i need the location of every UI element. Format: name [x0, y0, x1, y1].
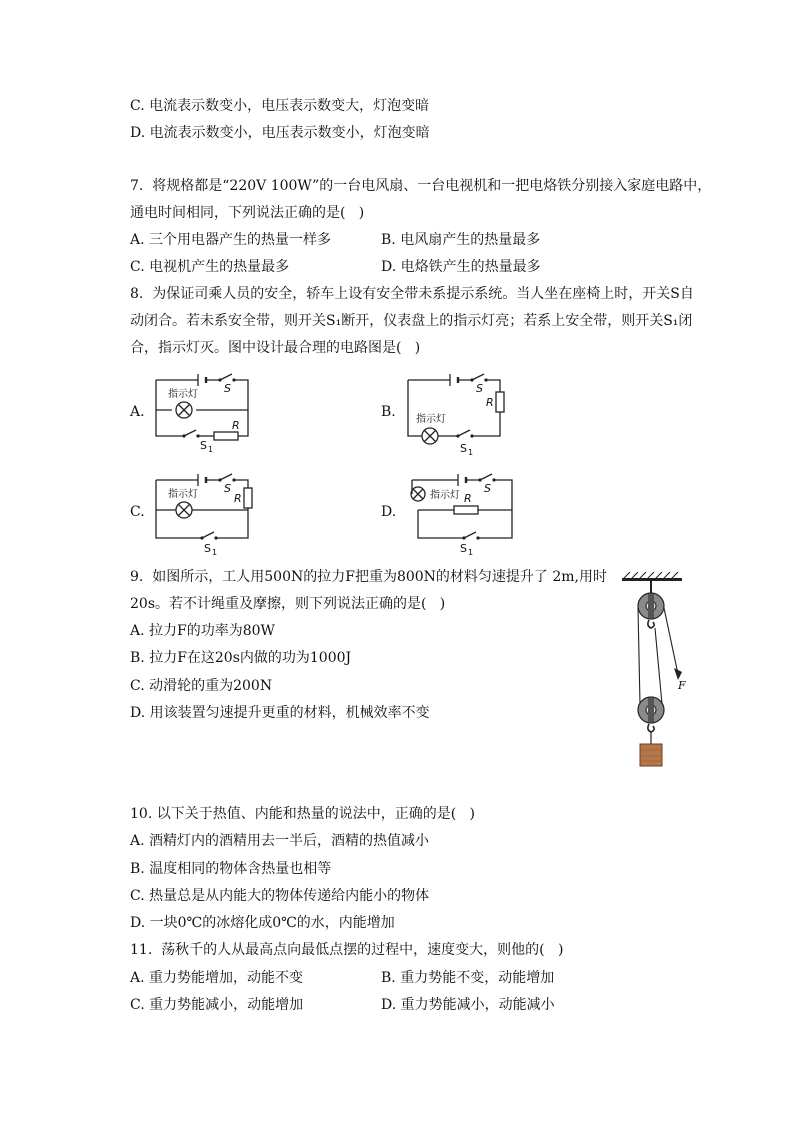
force-label: F	[678, 679, 686, 692]
resistor-label: R	[486, 396, 494, 409]
resistor-symbol	[496, 392, 504, 412]
q7-option-d: D. 电烙铁产生的热量最多	[381, 259, 541, 275]
q11-option-d: D. 重力势能减小，动能减小	[381, 997, 555, 1013]
resistor-symbol	[214, 432, 238, 440]
q7-option-b: B. 电风扇产生的热量最多	[381, 232, 541, 248]
switch-s1-subscript: 1	[468, 548, 474, 557]
switch-s1-label: S	[460, 542, 467, 555]
q11-option-a: A. 重力势能增加，动能不变	[130, 970, 304, 986]
circuit-diagram-c	[148, 468, 260, 558]
q8-option-c-label: C.	[130, 504, 145, 520]
q6-option-d: D. 电流表示数变小，电压表示数变小，灯泡变暗	[130, 125, 430, 141]
q10-option-d: D. 一块0℃的冰熔化成0℃的水，内能增加	[130, 915, 395, 931]
q10-stem: 10. 以下关于热值、内能和热量的说法中，正确的是( )	[130, 806, 475, 822]
q11-stem: 11. 荡秋千的人从最高点向最低点摆的过程中，速度变大，则他的( )	[130, 942, 564, 958]
resistor-label: R	[464, 492, 472, 505]
switch-s1-subscript: 1	[212, 548, 218, 557]
q7-stem-line2: 通电时间相同，下列说法正确的是( )	[130, 205, 365, 221]
switch-s-label: S	[224, 482, 231, 495]
q9-option-a: A. 拉力F的功率为80W	[130, 623, 275, 639]
q10-option-b: B. 温度相同的物体含热量也相等	[130, 861, 332, 877]
q10-option-a: A. 酒精灯内的酒精用去一半后，酒精的热值减小	[130, 833, 430, 849]
switch-s1-label: S	[460, 442, 467, 455]
q8-stem-line1: 8. 为保证司乘人员的安全，轿车上设有安全带未系提示系统。当人坐在座椅上时，开关S自	[130, 286, 694, 302]
material-block-icon	[640, 744, 662, 766]
switch-s1-subscript: 1	[468, 448, 474, 457]
resistor-symbol	[454, 506, 478, 514]
switch-s-label: S	[484, 482, 491, 495]
circuit-diagram-b	[402, 368, 514, 458]
q9-option-c: C. 动滑轮的重为200N	[130, 678, 273, 694]
q9-stem-line2: 20s。若不计绳重及摩擦，则下列说法正确的是( )	[130, 596, 446, 612]
q11-option-c: C. 重力势能减小，动能增加	[130, 997, 304, 1013]
q8-option-a-label: A.	[130, 404, 145, 420]
switch-s1-subscript: 1	[208, 445, 214, 452]
movable-pulley-icon	[638, 697, 664, 723]
circuit-diagram-a	[148, 368, 260, 452]
circuit-diagram-d	[402, 468, 518, 558]
resistor-label: R	[234, 492, 242, 505]
resistor-symbol	[244, 488, 252, 508]
pulley-system-figure	[618, 572, 690, 772]
q9-option-d: D. 用该装置匀速提升更重的材料，机械效率不变	[130, 705, 430, 721]
q8-option-b-label: B.	[381, 404, 396, 420]
switch-s-label: S	[476, 382, 483, 395]
switch-s1-label: S	[204, 542, 211, 555]
q9-option-b: B. 拉力F在这20s内做的功为1000J	[130, 650, 352, 666]
q10-option-c: C. 热量总是从内能大的物体传递给内能小的物体	[130, 888, 430, 904]
q8-stem-line2: 动闭合。若未系安全带，则开关S₁断开，仪表盘上的指示灯亮；若系上安全带，则开关S₁闭	[130, 313, 693, 329]
fixed-pulley-icon	[638, 593, 664, 619]
q11-option-b: B. 重力势能不变，动能增加	[381, 970, 555, 986]
switch-s-label: S	[224, 382, 231, 395]
q8-option-d-label: D.	[381, 504, 397, 520]
lamp-label: 指示灯	[168, 489, 198, 500]
ceiling-icon	[622, 572, 682, 581]
q7-option-c: C. 电视机产生的热量最多	[130, 259, 290, 275]
lamp-label: 指示灯	[430, 490, 460, 501]
lamp-label: 指示灯	[416, 414, 446, 425]
switch-s1-label: S	[200, 439, 207, 452]
q9-stem-line1: 9. 如图所示，工人用500N的拉力F把重为800N的材料匀速提升了 2m,用时	[130, 569, 607, 585]
lamp-label: 指示灯	[168, 389, 198, 400]
resistor-label: R	[232, 419, 240, 432]
q7-option-a: A. 三个用电器产生的热量一样多	[130, 232, 332, 248]
q8-stem-line3: 合，指示灯灭。图中设计最合理的电路图是( )	[130, 340, 421, 356]
q6-option-c: C. 电流表示数变小，电压表示数变大，灯泡变暗	[130, 98, 430, 114]
q7-stem-line1: 7. 将规格都是“220V 100W”的一台电风扇、一台电视机和一把电烙铁分别接入家庭电路中，	[130, 178, 712, 194]
